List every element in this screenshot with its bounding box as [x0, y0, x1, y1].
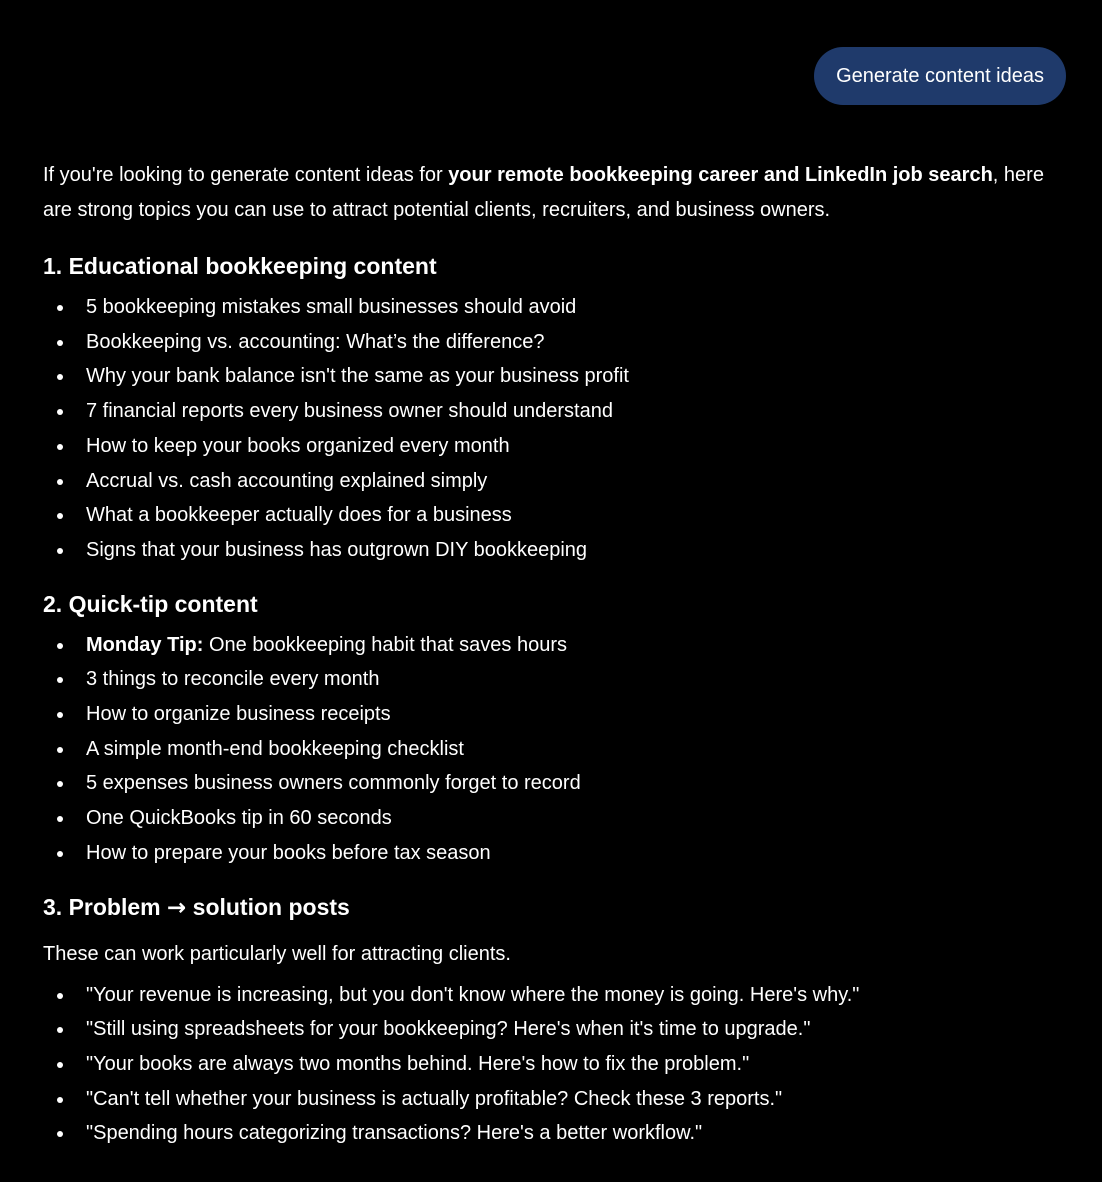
- user-message-bubble: Generate content ideas: [814, 47, 1066, 105]
- list-item: "Can't tell whether your business is actually profitable? Check these 3 reports.": [43, 1082, 1073, 1117]
- intro-paragraph: [43, 158, 1073, 228]
- intro-prefix: If you're looking to generate content ideas for: [43, 164, 449, 186]
- assistant-response: [43, 158, 1073, 1151]
- section-heading-educational: 1. Educational bookkeeping content: [43, 253, 437, 279]
- section-heading-quick-tip: 2. Quick-tip content: [43, 590, 258, 617]
- list-item: Bookkeeping vs. accounting: What’s the difference?: [43, 325, 1073, 360]
- list-item: What a bookkeeper actually does for a business: [43, 498, 1073, 533]
- list-item: 7 financial reports every business owner should understand: [43, 394, 1073, 429]
- list-item: "Still using spreadsheets for your bookkeeping? Here's when it's time to upgrade.": [43, 1012, 1073, 1047]
- tip-lead: Monday Tip:: [86, 633, 204, 656]
- arrow-right-icon: →: [166, 894, 187, 921]
- list-item: 5 expenses business owners commonly forget to record: [43, 766, 1073, 801]
- intro-bold: your remote bookkeeping career and LinkedIn job search: [448, 164, 993, 186]
- list-item: "Your books are always two months behind. Here's how to fix the problem.": [43, 1047, 1073, 1082]
- heading-end: solution posts: [186, 893, 350, 920]
- list-item: Accrual vs. cash accounting explained simply: [43, 464, 1073, 499]
- list-item: [43, 628, 1073, 663]
- list-item: Signs that your business has outgrown DIY bookkeeping: [43, 533, 1073, 568]
- list-item: How to prepare your books before tax season: [43, 836, 1073, 871]
- problem-solution-list: [43, 978, 1073, 1152]
- list-item: "Your revenue is increasing, but you don't know where the money is going. Here's why.": [43, 978, 1073, 1013]
- quick-tip-list: [43, 628, 1073, 871]
- section-heading-problem-solution: [43, 890, 1073, 925]
- educational-list: [43, 290, 1073, 568]
- list-item: 3 things to reconcile every month: [43, 662, 1073, 697]
- list-item: How to organize business receipts: [43, 697, 1073, 732]
- list-item: "Spending hours categorizing transactions? Here's a better workflow.": [43, 1116, 1073, 1151]
- list-item: Why your bank balance isn't the same as your business profit: [43, 359, 1073, 394]
- section-note: These can work particularly well for attracting clients.: [43, 942, 511, 965]
- list-item: One QuickBooks tip in 60 seconds: [43, 801, 1073, 836]
- heading-start: 3. Problem: [43, 893, 167, 920]
- intro-suffix: , here are strong topics you can use to attract potential clients, recruiters, and business owners.: [43, 164, 1044, 221]
- list-item: 5 bookkeeping mistakes small businesses should avoid: [43, 290, 1073, 325]
- list-item: How to keep your books organized every month: [43, 429, 1073, 464]
- tip-rest: One bookkeeping habit that saves hours: [203, 633, 567, 656]
- list-item: A simple month-end bookkeeping checklist: [43, 732, 1073, 767]
